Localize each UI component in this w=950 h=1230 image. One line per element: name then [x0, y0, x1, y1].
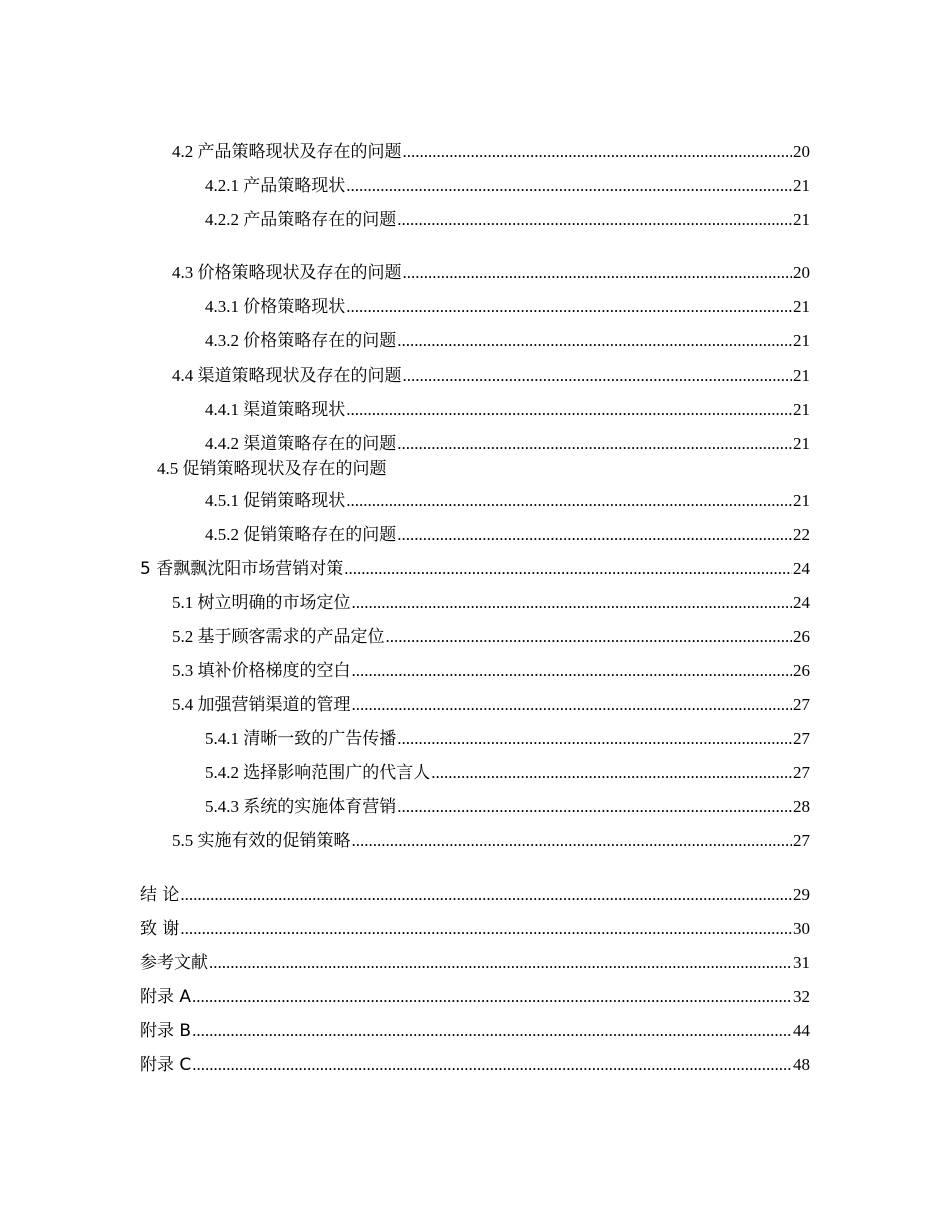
toc-page-number: 22 — [793, 525, 810, 544]
toc-entry-appendix-b[interactable] — [140, 1019, 810, 1043]
toc-page-number: 21 — [793, 491, 810, 510]
dot-leader — [386, 625, 793, 649]
toc-entry-label: 5.4 加强营销渠道的管理 — [172, 695, 351, 714]
toc-entry-label: 5.4.3 系统的实施体育营销 — [205, 797, 397, 816]
dot-leader — [352, 591, 793, 615]
toc-entry-label: 5 香飘飘沈阳市场营销对策 — [140, 559, 344, 579]
toc-page-number: 31 — [793, 953, 810, 972]
toc-entry-label: 4.4 渠道策略现状及存在的问题 — [172, 366, 402, 385]
toc-entry-label: 4.4.1 渠道策略现状 — [205, 400, 346, 419]
toc-entry-4-4-2[interactable] — [205, 432, 810, 456]
toc-entry-5-4[interactable] — [172, 693, 810, 717]
toc-page-number: 28 — [793, 797, 810, 816]
toc-page-number: 21 — [793, 297, 810, 316]
toc-page-number: 21 — [793, 366, 810, 385]
dot-leader — [180, 883, 792, 907]
dot-leader — [397, 432, 792, 456]
toc-entry-label: 参考文献 — [140, 953, 208, 973]
dot-leader — [192, 1019, 792, 1043]
dot-leader — [352, 659, 793, 683]
dot-leader — [403, 140, 793, 164]
dot-leader — [346, 295, 792, 319]
toc-entry-4-5-1[interactable] — [205, 489, 810, 513]
toc-entry-4-3[interactable] — [172, 261, 810, 285]
dot-leader — [397, 727, 792, 751]
toc-entry-4-5-2[interactable] — [205, 523, 810, 547]
toc-entry-label: 4.2.1 产品策略现状 — [205, 176, 346, 195]
dot-leader — [397, 329, 792, 353]
dot-leader — [346, 398, 792, 422]
toc-entry-conclusion[interactable] — [140, 883, 810, 907]
toc-entry-label: 4.2 产品策略现状及存在的问题 — [172, 142, 402, 161]
toc-entry-5-4-2[interactable] — [205, 761, 810, 785]
dot-leader — [344, 557, 792, 581]
dot-leader — [209, 951, 792, 975]
toc-entry-label: 致 谢 — [140, 919, 180, 939]
toc-page-number: 29 — [793, 885, 810, 904]
toc-entry-label: 5.1 树立明确的市场定位 — [172, 593, 351, 612]
dot-leader — [180, 917, 792, 941]
toc-page-number: 27 — [793, 831, 810, 850]
dot-leader — [397, 208, 792, 232]
toc-page-number: 20 — [793, 142, 810, 161]
toc-page-number: 48 — [793, 1055, 810, 1074]
toc-entry-4-4[interactable] — [172, 364, 810, 388]
toc-entry-5[interactable] — [140, 557, 810, 581]
toc-entry-label: 4.3.1 价格策略现状 — [205, 297, 346, 316]
toc-entry-label: 5.2 基于顾客需求的产品定位 — [172, 627, 385, 646]
toc-entry-label: 4.4.2 渠道策略存在的问题 — [205, 434, 397, 453]
toc-page-number: 27 — [793, 763, 810, 782]
toc-page-number: 24 — [793, 559, 810, 578]
dot-leader — [431, 761, 792, 785]
toc-page-number: 27 — [793, 695, 810, 714]
toc-entry-label: 附录 C — [140, 1055, 192, 1075]
toc-entry-5-4-3[interactable] — [205, 795, 810, 819]
toc-entry-label: 附录 B — [140, 1021, 192, 1041]
toc-entry-label: 5.4.1 清晰一致的广告传播 — [205, 729, 397, 748]
dot-leader — [352, 829, 793, 853]
dot-leader — [346, 174, 792, 198]
toc-page-number: 27 — [793, 729, 810, 748]
dot-leader — [403, 261, 793, 285]
toc-page-number: 21 — [793, 331, 810, 350]
toc-entry-label: 4.5.2 促销策略存在的问题 — [205, 525, 397, 544]
toc-entry-4-3-1[interactable] — [205, 295, 810, 319]
toc-entry-4-2[interactable] — [172, 140, 810, 164]
toc-entry-4-5[interactable] — [157, 457, 387, 481]
toc-entry-label: 4.3 价格策略现状及存在的问题 — [172, 263, 402, 282]
toc-entry-appendix-c[interactable] — [140, 1053, 810, 1077]
toc-entry-4-2-2[interactable] — [205, 208, 810, 232]
toc-entry-acknowledgements[interactable] — [140, 917, 810, 941]
toc-entry-label: 5.3 填补价格梯度的空白 — [172, 661, 351, 680]
toc-entry-label: 结 论 — [140, 885, 180, 905]
toc-entry-4-2-1[interactable] — [205, 174, 810, 198]
toc-page-number: 26 — [793, 661, 810, 680]
toc-page-number: 21 — [793, 434, 810, 453]
toc-entry-label: 4.3.2 价格策略存在的问题 — [205, 331, 397, 350]
dot-leader — [346, 489, 792, 513]
toc-page-number: 21 — [793, 210, 810, 229]
toc-page-number: 20 — [793, 263, 810, 282]
toc-page-number: 24 — [793, 593, 810, 612]
toc-entry-references[interactable] — [140, 951, 810, 975]
toc-page-number: 30 — [793, 919, 810, 938]
toc-entry-4-4-1[interactable] — [205, 398, 810, 422]
dot-leader — [397, 523, 792, 547]
toc-entry-5-3[interactable] — [172, 659, 810, 683]
toc-entry-5-5[interactable] — [172, 829, 810, 853]
toc-entry-label: 4.2.2 产品策略存在的问题 — [205, 210, 397, 229]
toc-page-number: 32 — [793, 987, 810, 1006]
toc-entry-5-4-1[interactable] — [205, 727, 810, 751]
toc-page-number: 26 — [793, 627, 810, 646]
toc-page-number: 44 — [793, 1021, 810, 1040]
toc-page-number: 21 — [793, 400, 810, 419]
dot-leader — [397, 795, 792, 819]
toc-entry-label: 5.5 实施有效的促销策略 — [172, 831, 351, 850]
dot-leader — [192, 1053, 792, 1077]
toc-entry-label: 附录 A — [140, 987, 192, 1007]
toc-entry-label: 5.4.2 选择影响范围广的代言人 — [205, 763, 431, 782]
toc-entry-5-2[interactable] — [172, 625, 810, 649]
dot-leader — [352, 693, 793, 717]
toc-page-number: 21 — [793, 176, 810, 195]
toc-entry-4-3-2[interactable] — [205, 329, 810, 353]
dot-leader — [403, 364, 793, 388]
toc-entry-label: 4.5.1 促销策略现状 — [205, 491, 346, 510]
toc-entry-5-1[interactable] — [172, 591, 810, 615]
dot-leader — [192, 985, 792, 1009]
toc-entry-label: 4.5 促销策略现状及存在的问题 — [157, 459, 387, 478]
toc-entry-appendix-a[interactable] — [140, 985, 810, 1009]
